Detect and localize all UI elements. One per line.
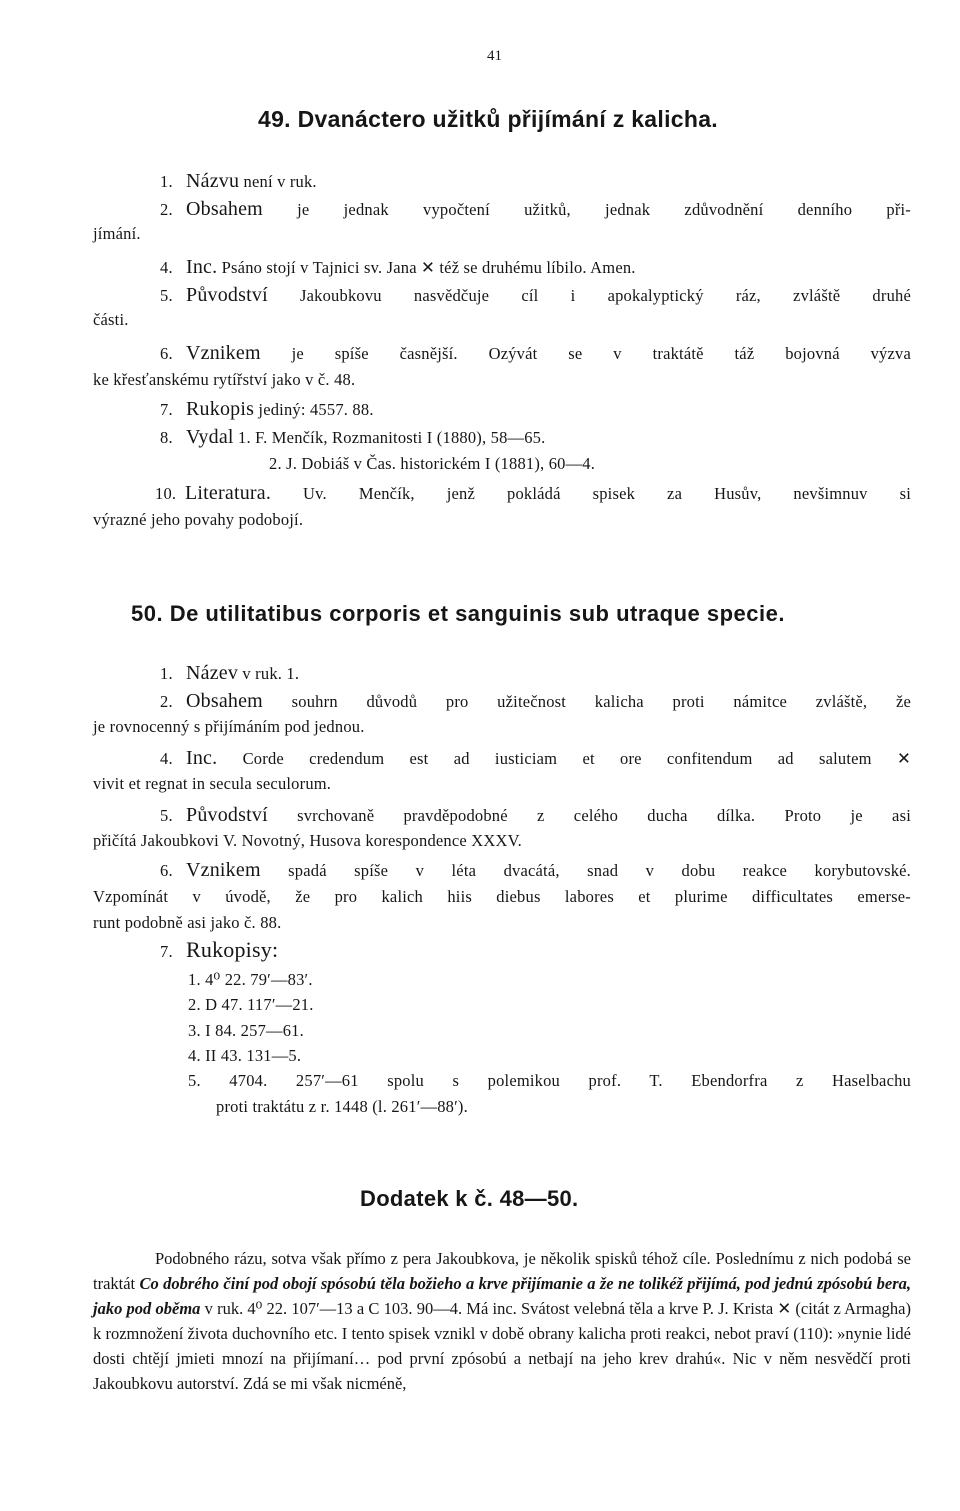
s49-item-2	[160, 198, 911, 221]
manuscript-item: 3. I 84. 257—61.	[188, 1021, 304, 1040]
s49-item-10	[155, 482, 911, 505]
paragraph-text: Podobného rázu, sotva však přímo z pera Jakoubkova, je několik spisků téhož cíle. Poslednímu z nich podobá se traktát	[93, 1249, 911, 1293]
item-text: Uv. Menčík, jenž pokládá spisek za Husův, nevšimnuv si	[303, 484, 911, 503]
item-number: 6.	[160, 344, 173, 363]
manuscript-item: 4. II 43. 131—5.	[188, 1046, 302, 1065]
item-number: 10.	[155, 484, 177, 503]
item-number: 5.	[160, 806, 173, 825]
dodatek-paragraph	[93, 1246, 911, 1396]
item-label: Obsahem	[186, 690, 263, 712]
item-text: Corde credendum est ad iusticiam et ore confitendum ad salutem ✕	[242, 749, 911, 768]
item-number: 4.	[160, 749, 173, 768]
item-label: Vznikem	[186, 859, 261, 881]
item-label: Literatura.	[185, 482, 272, 504]
s49-item-1	[160, 170, 317, 193]
manuscript-item: 5. 4704. 257′—61 spolu s polemikou prof. T. Ebendorfra z Haselbachu	[188, 1071, 911, 1090]
item-label: Název	[186, 662, 239, 684]
manuscript-item-cont: proti traktátu z r. 1448 (l. 261′—88′).	[216, 1097, 468, 1116]
s49-item-7	[160, 398, 374, 421]
s49-item-8	[160, 426, 545, 449]
item-text: je jednak vypočtení užitků, jednak zdůvodnění denního při-	[297, 200, 911, 219]
item-number: 2.	[160, 692, 173, 711]
s49-item-6	[160, 342, 911, 365]
item-text: Jakoubkovu nasvědčuje cíl i apokalyptický ráz, zvláště druhé	[300, 286, 911, 305]
item-number: 6.	[160, 861, 173, 880]
item-text: spadá spíše v léta dvacátá, snad v dobu reakce korybutovské.	[288, 861, 911, 880]
item-text: jediný: 4557. 88.	[258, 400, 374, 419]
item-label: Názvu	[186, 170, 240, 192]
item-number: 1.	[160, 172, 173, 191]
item-text: není v ruk.	[243, 172, 317, 191]
item-number: 8.	[160, 428, 173, 447]
page-number: 41	[487, 48, 502, 64]
s49-item-6-cont: ke křesťanskému rytířství jako v č. 48.	[93, 370, 356, 389]
section-50-title: 50. De utilitatibus corporis et sanguinis sub utraque specie.	[131, 601, 785, 626]
item-text: je spíše časnější. Ozývát se v traktátě táž bojovná výzva	[291, 344, 912, 363]
item-label: Vznikem	[186, 342, 261, 364]
s50-item-2-cont: je rovnocenný s přijímáním pod jednou.	[93, 717, 365, 736]
item-text: v ruk. 1.	[242, 664, 300, 683]
s49-item-8-b: 2. J. Dobiáš v Čas. historickém I (1881), 60—4.	[269, 454, 596, 473]
s50-item-4	[160, 747, 911, 770]
s50-item-5-cont: přičítá Jakoubkovi V. Novotný, Husova korespondence XXXV.	[93, 831, 522, 850]
dodatek-title: Dodatek k č. 48—50.	[360, 1186, 579, 1211]
paragraph-text: v ruk. 4⁰ 22. 107′—13 a C 103. 90—4. Má inc. Svátost velebná těla a krve P. J. Krista ✕ (citát z Armagha) k rozmnožení života duchovního etc. I tento spisek vznikl v době obrany kalicha proti reakci, nebot praví (110): »nynie lidé dosti chtějí jmieti mnozí na přijímaní… pod první zpósobú a netbají na jeho krev drahú«. Nic v něm nesvědčí proti Jakoubkovu autorství. Zdá se mi však nicméně,	[93, 1299, 911, 1393]
item-text: souhrn důvodů pro užitečnost kalicha proti námitce zvláště, že	[291, 692, 912, 711]
item-label: Původství	[186, 804, 268, 826]
manuscript-item: 2. D 47. 117′—21.	[188, 995, 314, 1014]
item-number: 5.	[160, 286, 173, 305]
item-text: Psáno stojí v Tajnici sv. Jana ✕ též se druhému líbilo. Amen.	[221, 258, 636, 277]
item-label: Rukopis	[186, 398, 255, 420]
s49-item-5	[160, 284, 911, 307]
item-number: 7.	[160, 400, 173, 419]
s50-item-2	[160, 690, 911, 713]
manuscript-item: 1. 4⁰ 22. 79′—83′.	[188, 970, 313, 989]
item-label: Rukopisy:	[186, 937, 279, 962]
s50-item-5	[160, 804, 911, 827]
s49-item-4	[160, 256, 636, 279]
item-text: svrchovaně pravděpodobné z celého ducha dílka. Proto je asi	[297, 806, 911, 825]
s49-item-2-cont: jímání.	[93, 224, 141, 243]
item-number: 1.	[160, 664, 173, 683]
paragraph-italic-title: Co dobrého činí pod obojí spósobú těla božieho a krve přijímanie a že ne tolikéž přijímá, pod jednú zpósobú bera, jako pod oběma	[93, 1274, 911, 1318]
s50-item-6-cont2: runt podobně asi jako č. 88.	[93, 913, 282, 932]
item-label: Inc.	[186, 747, 218, 769]
s50-item-4-cont: vivit et regnat in secula seculorum.	[93, 774, 332, 793]
item-number: 7.	[160, 942, 173, 961]
s49-item-10-cont: výrazné jeho povahy podobojí.	[93, 510, 304, 529]
item-number: 2.	[160, 200, 173, 219]
item-number: 4.	[160, 258, 173, 277]
item-text: 1. F. Menčík, Rozmanitosti I (1880), 58—65.	[238, 428, 546, 447]
s50-item-6-cont1: Vzpomínát v úvodě, že pro kalich hiis diebus labores et plurime difficultates emerse-	[93, 887, 911, 906]
s49-item-5-cont: části.	[93, 310, 129, 329]
item-label: Inc.	[186, 256, 218, 278]
s50-item-7	[160, 937, 278, 963]
item-label: Vydal	[186, 426, 234, 448]
item-label: Obsahem	[186, 198, 263, 220]
item-label: Původství	[186, 284, 268, 306]
section-49-title: 49. Dvanáctero užitků přijímání z kalicha.	[258, 106, 718, 132]
s50-item-1	[160, 662, 299, 685]
s50-item-6	[160, 859, 911, 882]
